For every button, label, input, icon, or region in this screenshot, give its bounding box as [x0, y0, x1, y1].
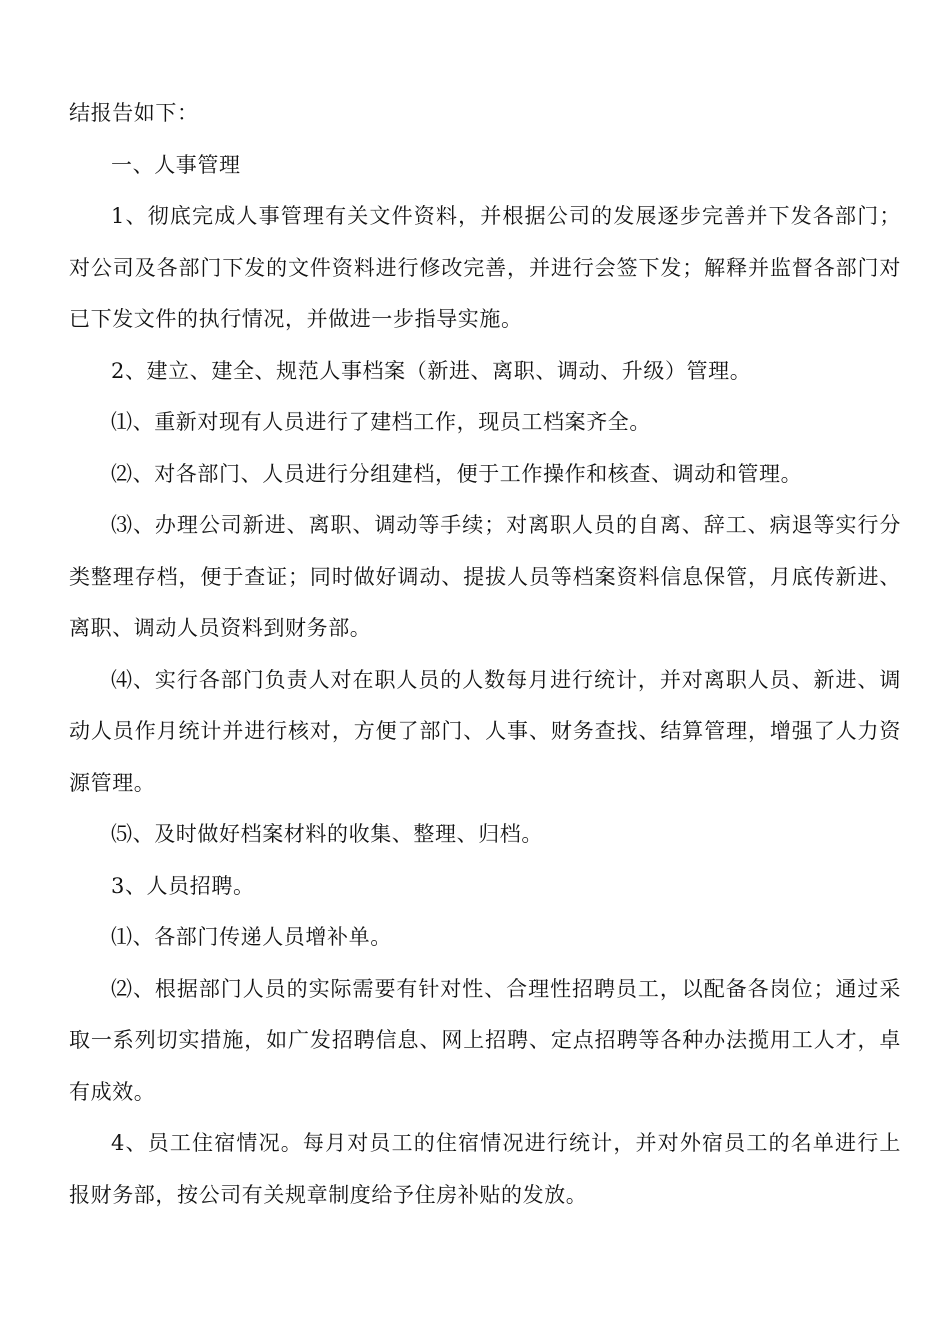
paragraph-intro: 结报告如下： — [69, 101, 199, 125]
paragraph-item-3-1: ⑴、各部门传递人员增补单。 — [111, 925, 392, 949]
paragraph-item-2: 2、建立、建全、规范人事档案（新进、离职、调动、升级）管理。 — [111, 358, 752, 383]
paragraph-item-2-2: ⑵、对各部门、人员进行分组建档，便于工作操作和核查、调动和管理。 — [111, 461, 803, 486]
document-body — [69, 88, 901, 1221]
section-heading-personnel-management: 一、人事管理 — [111, 152, 241, 177]
paragraph-item-3: 3、人员招聘。 — [111, 873, 255, 898]
paragraph-item-2-3: ⑶、办理公司新进、离职、调动等手续；对离职人员的自离、辞工、病退等实行分类整理存档，便于查证；同时做好调动、提拔人员等档案资料信息保管，月底传新进、离职、调动人员资料到财务部。 — [69, 513, 901, 640]
paragraph-item-3-2: ⑵、根据部门人员的实际需要有针对性、合理性招聘员工，以配备各岗位；通过采取一系列切实措施，如广发招聘信息、网上招聘、定点招聘等各种办法揽用工人才，卓有成效。 — [69, 976, 901, 1104]
paragraph-item-2-4: ⑷、实行各部门负责人对在职人员的人数每月进行统计，并对离职人员、新进、调动人员作月统计并进行核对，方便了部门、人事、财务查找、结算管理，增强了人力资源管理。 — [69, 667, 901, 795]
paragraph-item-2-5: ⑸、及时做好档案材料的收集、整理、归档。 — [111, 822, 543, 846]
paragraph-item-4: 4、员工住宿情况。每月对员工的住宿情况进行统计，并对外宿员工的名单进行上报财务部，按公司有关规章制度给予住房补贴的发放。 — [69, 1131, 901, 1207]
paragraph-item-1: 1、彻底完成人事管理有关文件资料，并根据公司的发展逐步完善并下发各部门；对公司及各部门下发的文件资料进行修改完善，并进行会签下发；解释并监督各部门对已下发文件的执行情况，并做进一步指导实施。 — [69, 204, 901, 331]
paragraph-item-2-1: ⑴、重新对现有人员进行了建档工作，现员工档案齐全。 — [111, 410, 651, 434]
